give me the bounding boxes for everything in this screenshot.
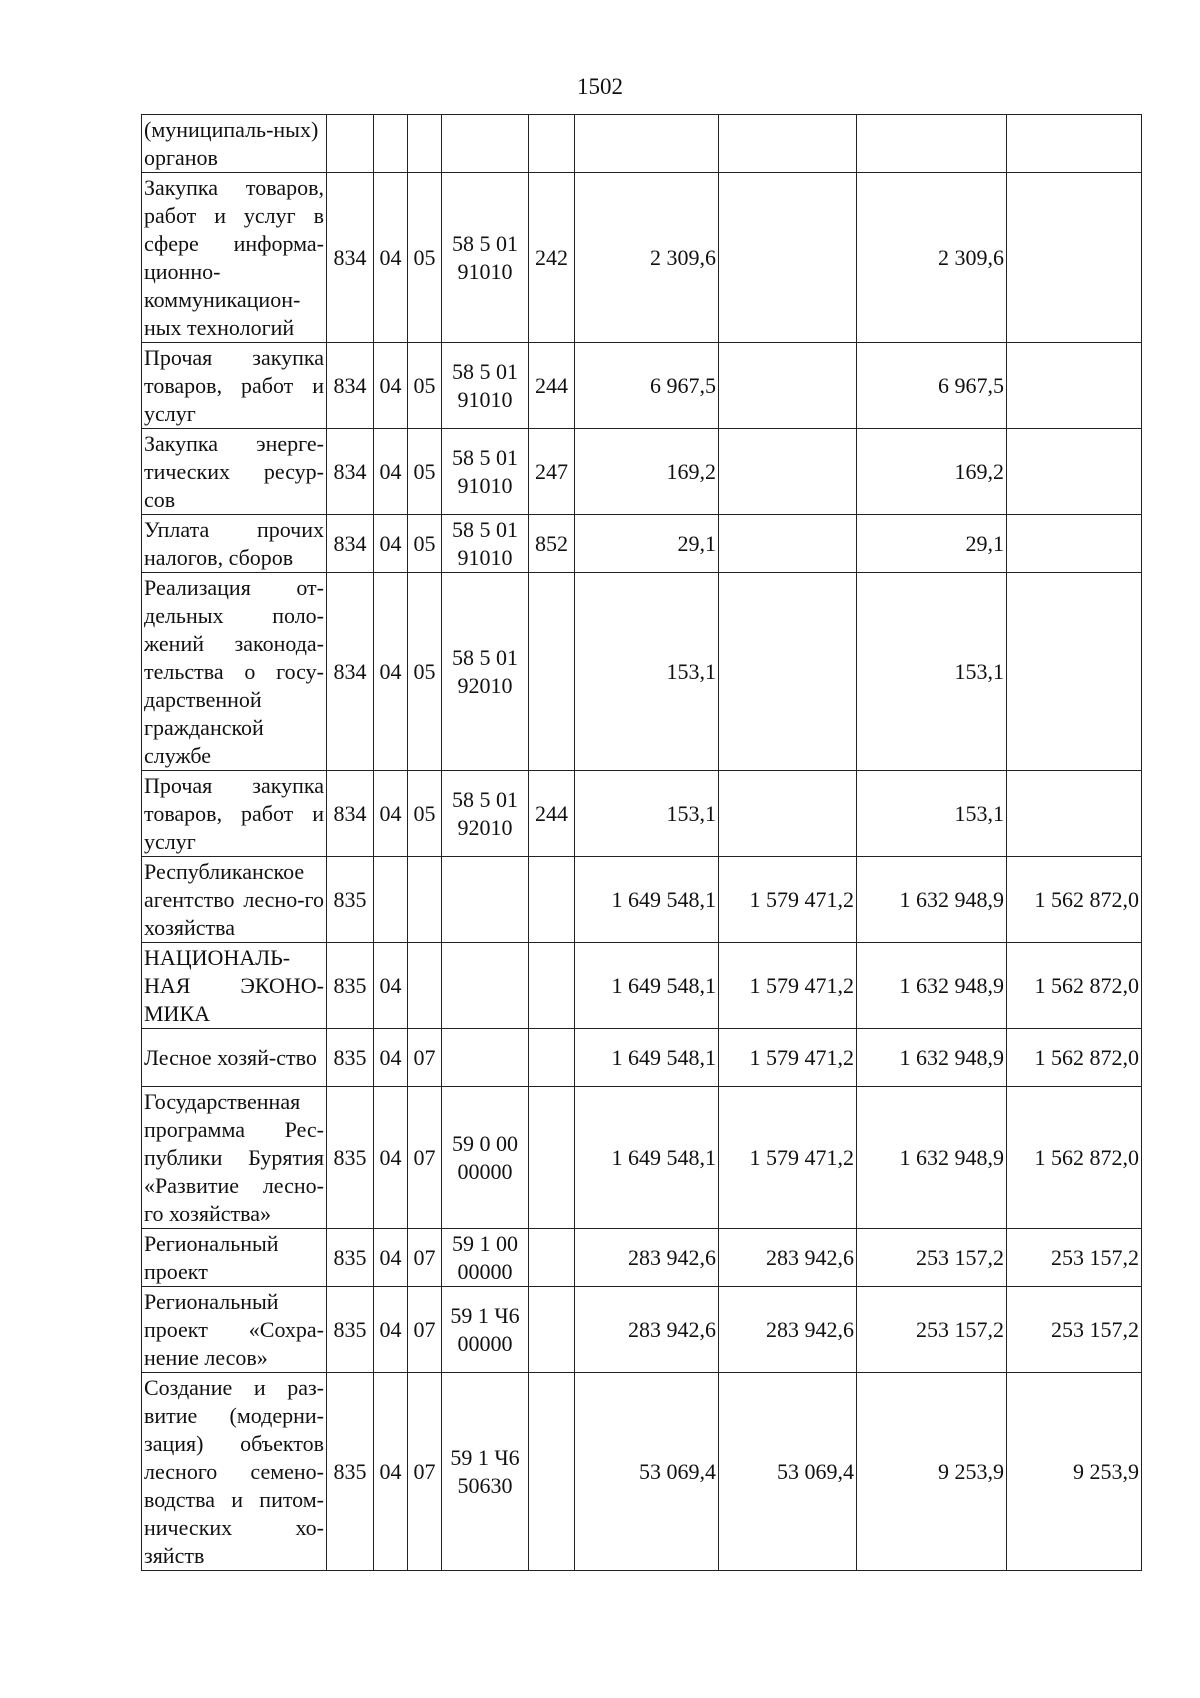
subsection-code: 05 [408,429,442,515]
target-article-code: 59 1 Ч6 50630 [442,1373,529,1571]
target-article-code: 58 5 01 91010 [442,429,529,515]
amount-1: 153,1 [575,771,719,857]
amount-1: 153,1 [575,573,719,771]
amount-4: 253 157,2 [1007,1287,1142,1373]
row-name: Закупка энерге-тических ресур-сов [142,429,327,515]
expense-type-code [529,115,575,173]
row-name: (муниципаль-ных) органов [142,115,327,173]
grbs-code [327,115,374,173]
section-code: 04 [374,1373,408,1571]
target-article-code: 58 5 01 92010 [442,771,529,857]
amount-4 [1007,429,1142,515]
amount-2 [719,429,857,515]
subsection-code: 07 [408,1287,442,1373]
amount-2: 1 579 471,2 [719,857,857,943]
amount-3: 253 157,2 [857,1229,1007,1287]
amount-1: 1 649 548,1 [575,857,719,943]
amount-4 [1007,115,1142,173]
amount-4 [1007,515,1142,573]
table-row [142,115,1142,173]
amount-4 [1007,173,1142,343]
amount-1: 283 942,6 [575,1287,719,1373]
section-code: 04 [374,515,408,573]
expense-type-code: 244 [529,771,575,857]
grbs-code: 834 [327,515,374,573]
amount-2 [719,173,857,343]
amount-1: 1 649 548,1 [575,1087,719,1229]
amount-2: 53 069,4 [719,1373,857,1571]
grbs-code: 835 [327,1373,374,1571]
amount-1: 29,1 [575,515,719,573]
section-code: 04 [374,943,408,1029]
subsection-code [408,115,442,173]
amount-4: 253 157,2 [1007,1229,1142,1287]
amount-3: 9 253,9 [857,1373,1007,1571]
table-row [142,1029,1142,1087]
amount-2: 283 942,6 [719,1287,857,1373]
subsection-code [408,857,442,943]
row-name: Республиканское агентство лесно-го хозяйства [142,857,327,943]
amount-3: 253 157,2 [857,1287,1007,1373]
amount-2: 1 579 471,2 [719,1087,857,1229]
target-article-code [442,115,529,173]
table-row [142,515,1142,573]
amount-1: 2 309,6 [575,173,719,343]
row-name: Прочая закупка товаров, работ и услуг [142,771,327,857]
table-row [142,429,1142,515]
expense-type-code [529,1087,575,1229]
table-row [142,771,1142,857]
section-code [374,857,408,943]
amount-3: 29,1 [857,515,1007,573]
amount-2 [719,515,857,573]
section-code: 04 [374,1287,408,1373]
expense-type-code [529,943,575,1029]
expense-type-code: 247 [529,429,575,515]
section-code: 04 [374,1029,408,1087]
amount-3: 153,1 [857,771,1007,857]
target-article-code: 59 1 Ч6 00000 [442,1287,529,1373]
row-name: НАЦИОНАЛЬ-НАЯ ЭКОНО-МИКА [142,943,327,1029]
section-code: 04 [374,1229,408,1287]
amount-4: 1 562 872,0 [1007,1029,1142,1087]
table-row [142,1287,1142,1373]
amount-1: 53 069,4 [575,1373,719,1571]
amount-3: 153,1 [857,573,1007,771]
amount-2: 1 579 471,2 [719,943,857,1029]
expense-type-code [529,1287,575,1373]
section-code: 04 [374,771,408,857]
amount-3: 169,2 [857,429,1007,515]
amount-4 [1007,573,1142,771]
amount-4 [1007,771,1142,857]
amount-1: 169,2 [575,429,719,515]
subsection-code [408,943,442,1029]
grbs-code: 835 [327,857,374,943]
grbs-code: 834 [327,173,374,343]
amount-2 [719,771,857,857]
table-row [142,573,1142,771]
target-article-code [442,857,529,943]
expense-type-code [529,1029,575,1087]
amount-3: 1 632 948,9 [857,943,1007,1029]
target-article-code [442,943,529,1029]
row-name: Прочая закупка товаров, работ и услуг [142,343,327,429]
amount-3: 6 967,5 [857,343,1007,429]
target-article-code: 58 5 01 91010 [442,343,529,429]
amount-2: 283 942,6 [719,1229,857,1287]
row-name: Региональный проект [142,1229,327,1287]
expense-type-code: 242 [529,173,575,343]
table-row [142,1087,1142,1229]
target-article-code: 59 1 00 00000 [442,1229,529,1287]
amount-1: 1 649 548,1 [575,943,719,1029]
table-row [142,1373,1142,1571]
section-code: 04 [374,173,408,343]
amount-1 [575,115,719,173]
amount-2: 1 579 471,2 [719,1029,857,1087]
grbs-code: 834 [327,573,374,771]
section-code [374,115,408,173]
grbs-code: 834 [327,343,374,429]
grbs-code: 835 [327,1087,374,1229]
grbs-code: 835 [327,1287,374,1373]
amount-1: 1 649 548,1 [575,1029,719,1087]
amount-3 [857,115,1007,173]
subsection-code: 07 [408,1373,442,1571]
amount-3: 1 632 948,9 [857,1087,1007,1229]
amount-4: 9 253,9 [1007,1373,1142,1571]
subsection-code: 07 [408,1029,442,1087]
row-name: Региональный проект «Сохра-нение лесов» [142,1287,327,1373]
section-code: 04 [374,573,408,771]
row-name: Закупка товаров, работ и услуг в сфере информа-ционно-коммуникацион-ных технологий [142,173,327,343]
expense-type-code: 852 [529,515,575,573]
subsection-code: 05 [408,771,442,857]
amount-1: 6 967,5 [575,343,719,429]
target-article-code: 58 5 01 92010 [442,573,529,771]
row-name: Лесное хозяй-ство [142,1029,327,1087]
subsection-code: 05 [408,573,442,771]
row-name: Создание и раз-витие (модерни-зация) объектов лесного семено-водства и питом-нических хо-зяйств [142,1373,327,1571]
amount-4: 1 562 872,0 [1007,943,1142,1029]
grbs-code: 834 [327,429,374,515]
budget-table [141,114,1142,1571]
amount-4: 1 562 872,0 [1007,1087,1142,1229]
subsection-code: 05 [408,515,442,573]
amount-2 [719,573,857,771]
row-name: Государственная программа Рес-публики Бурятия «Развитие лесно-го хозяйства» [142,1087,327,1229]
grbs-code: 835 [327,1229,374,1287]
expense-type-code [529,857,575,943]
amount-1: 283 942,6 [575,1229,719,1287]
table-row [142,1229,1142,1287]
row-name: Уплата прочих налогов, сборов [142,515,327,573]
expense-type-code: 244 [529,343,575,429]
expense-type-code [529,1229,575,1287]
row-name: Реализация от-дельных поло-жений законода-тельства о госу-дарственной гражданской службе [142,573,327,771]
amount-2 [719,343,857,429]
target-article-code [442,1029,529,1087]
subsection-code: 07 [408,1087,442,1229]
target-article-code: 58 5 01 91010 [442,173,529,343]
grbs-code: 835 [327,1029,374,1087]
grbs-code: 834 [327,771,374,857]
subsection-code: 07 [408,1229,442,1287]
subsection-code: 05 [408,343,442,429]
amount-3: 1 632 948,9 [857,857,1007,943]
section-code: 04 [374,429,408,515]
table-row [142,343,1142,429]
target-article-code: 59 0 00 00000 [442,1087,529,1229]
target-article-code: 58 5 01 91010 [442,515,529,573]
amount-4: 1 562 872,0 [1007,857,1142,943]
table-row [142,857,1142,943]
page-number: 1502 [577,74,623,99]
table-row [142,943,1142,1029]
subsection-code: 05 [408,173,442,343]
amount-3: 1 632 948,9 [857,1029,1007,1087]
amount-4 [1007,343,1142,429]
section-code: 04 [374,1087,408,1229]
expense-type-code [529,573,575,771]
amount-3: 2 309,6 [857,173,1007,343]
table-body [142,115,1142,1571]
table-row [142,173,1142,343]
expense-type-code [529,1373,575,1571]
amount-2 [719,115,857,173]
grbs-code: 835 [327,943,374,1029]
section-code: 04 [374,343,408,429]
